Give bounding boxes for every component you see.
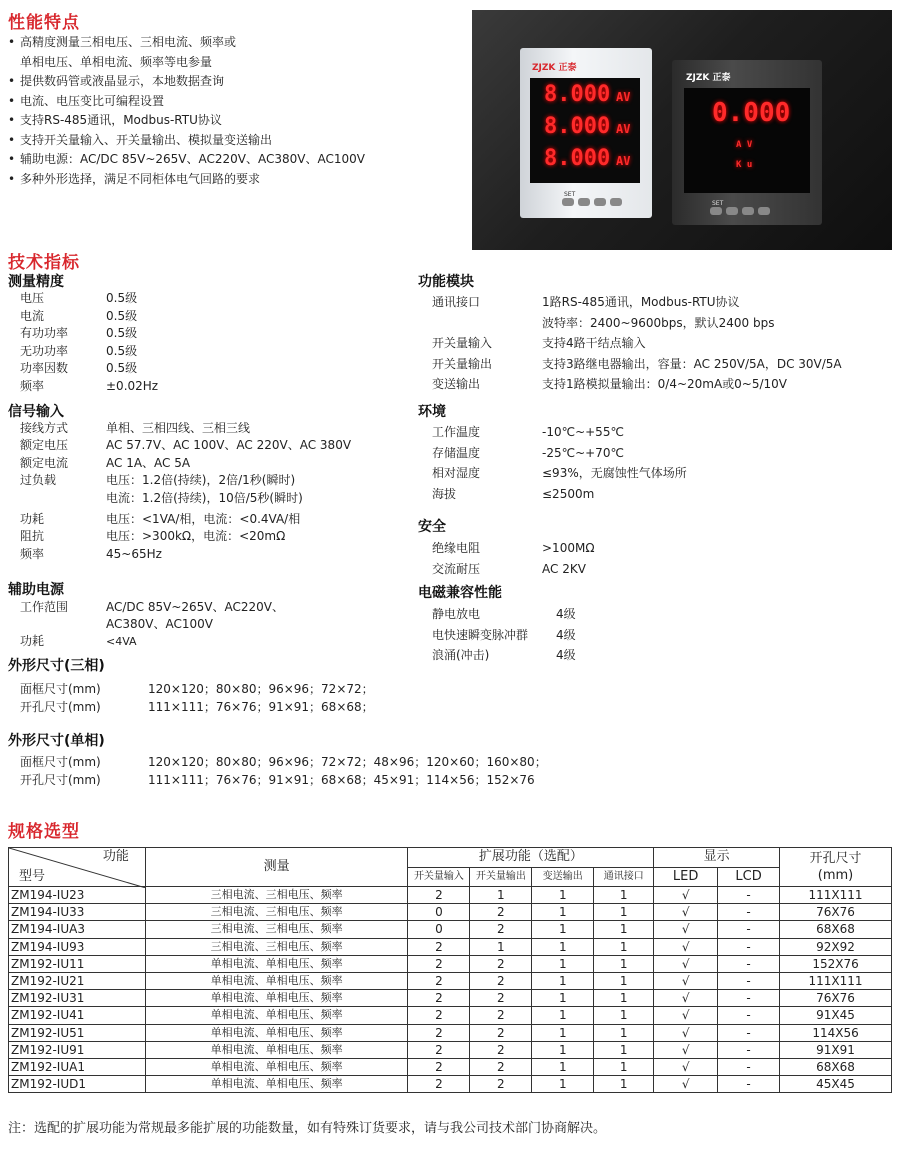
spec-row: 海拔 ≤2500m [432, 486, 595, 501]
cell-hole: 92X92 [780, 938, 892, 955]
table-row [9, 1041, 892, 1058]
cell-hole: 91X91 [780, 1041, 892, 1058]
cell-model: ZM194-IU23 [9, 887, 146, 904]
cell-lcd: - [718, 887, 780, 904]
cell-hole: 114X56 [780, 1024, 892, 1041]
cell-comm: 1 [594, 1076, 654, 1093]
cell-measure: 单相电流、单相电压、频率 [145, 1024, 408, 1041]
meter-keys [562, 198, 622, 206]
spec-row: 工作范围 AC/DC 85V~265V、AC220V、 [20, 600, 284, 614]
feature-item: • 高精度测量三相电压、三相电流、频率或 [8, 35, 237, 49]
seg-value: 0.000 [712, 98, 791, 128]
spec-row: 电压 0.5级 [20, 291, 138, 305]
spec-row: 开关量输出 支持3路继电器输出，容量：AC 250V/5A，DC 30V/5A [432, 356, 842, 371]
cell-measure: 三相电流、三相电压、频率 [145, 904, 408, 921]
cell-dout: 2 [470, 1007, 532, 1024]
cell-ao: 1 [532, 904, 594, 921]
meter-display [530, 78, 640, 183]
seg-row-2: 8.000 [544, 114, 611, 139]
spec-row: 交流耐压 AC 2KV [432, 561, 586, 576]
aux-title: 辅助电源 [8, 582, 64, 598]
cell-lcd: - [718, 921, 780, 938]
meter-white [520, 48, 652, 218]
table-row [9, 938, 892, 955]
spec-row: 开孔尺寸(mm) 111×111；76×76；91×91；68×68；45×91；114×56；152×76 [20, 773, 535, 787]
set-key-label: SET [564, 191, 576, 198]
table-row [9, 1058, 892, 1075]
spec-row: 功耗 电压：<1VA/相，电流：<0.4VA/相 [20, 512, 301, 527]
header-lcd: LCD [718, 867, 780, 887]
cell-measure: 单相电流、单相电压、频率 [145, 1076, 408, 1093]
features-title: 性能特点 [8, 13, 80, 33]
cell-dout: 2 [470, 1058, 532, 1075]
cell-ao: 1 [532, 955, 594, 972]
cell-hole: 45X45 [780, 1076, 892, 1093]
spec-row: 存储温度 -25℃~+70℃ [432, 445, 624, 460]
cell-din: 2 [408, 1024, 470, 1041]
dim3-title: 外形尺寸(三相) [8, 658, 105, 674]
cell-din: 2 [408, 955, 470, 972]
spec-row: 绝缘电阻 >100MΩ [432, 541, 595, 555]
cell-lcd: - [718, 972, 780, 989]
feature-item: • 电流、电压变比可编程设置 [8, 93, 165, 108]
cell-hole: 111X111 [780, 887, 892, 904]
cell-comm: 1 [594, 1007, 654, 1024]
spec-row: 功耗 <4VA [20, 634, 137, 648]
spec-row: 开孔尺寸(mm) 111×111；76×76；91×91；68×68； [20, 700, 374, 714]
cell-ao: 1 [532, 1058, 594, 1075]
cell-led: √ [654, 1058, 718, 1075]
selection-body [9, 887, 892, 1093]
set-key-label: SET [712, 200, 724, 207]
cell-dout: 2 [470, 972, 532, 989]
cell-comm: 1 [594, 938, 654, 955]
cell-ao: 1 [532, 1024, 594, 1041]
spec-row: 波特率：2400~9600bps，默认2400 bps [542, 315, 775, 330]
accuracy-list [20, 290, 158, 396]
cell-led: √ [654, 1076, 718, 1093]
cell-hole: 152X76 [780, 955, 892, 972]
table-row [9, 955, 892, 972]
cell-din: 2 [408, 990, 470, 1007]
cell-comm: 1 [594, 990, 654, 1007]
unit-row-3: AV [616, 154, 631, 168]
cell-comm: 1 [594, 955, 654, 972]
seg-row-1: 8.000 [544, 82, 611, 107]
spec-row: 额定电压 AC 57.7V、AC 100V、AC 220V、AC 380V [20, 438, 352, 453]
feature-item: • 支持开关量输入、开关量输出、模拟量变送输出 [8, 132, 273, 147]
seg-row-3: 8.000 [544, 146, 611, 171]
cell-measure: 单相电流、单相电压、频率 [145, 990, 408, 1007]
spec-row: 电流 0.5级 [20, 308, 138, 323]
dim1-title: 外形尺寸(单相) [8, 733, 105, 749]
cell-led: √ [654, 1007, 718, 1024]
selection-table [8, 847, 892, 1093]
dim1-list [20, 753, 547, 789]
emc-list [432, 604, 576, 666]
env-list [432, 422, 687, 504]
cell-hole: 76X76 [780, 990, 892, 1007]
product-photo [472, 10, 892, 250]
selection-title: 规格选型 [8, 822, 80, 842]
header-measure: 测量 [145, 848, 408, 887]
spec-row: 电快速瞬变脉冲群 4级 [432, 627, 576, 642]
spec-row: 静电放电 4级 [432, 607, 576, 621]
cell-din: 2 [408, 1007, 470, 1024]
cell-model: ZM192-IUA1 [9, 1058, 146, 1075]
cell-hole: 91X45 [780, 1007, 892, 1024]
cell-model: ZM192-IU91 [9, 1041, 146, 1058]
spec-row: 过负载 电压：1.2倍(持续)，2倍/1秒(瞬时) [20, 473, 296, 488]
spec-row: 面框尺寸(mm) 120×120；80×80；96×96；72×72；48×96；120×60；160×80； [20, 755, 547, 769]
header-din: 开关量输入 [408, 867, 470, 887]
cell-led: √ [654, 921, 718, 938]
header-model-func [9, 848, 146, 887]
cell-led: √ [654, 887, 718, 904]
cell-hole: 68X68 [780, 1058, 892, 1075]
cell-measure: 三相电流、三相电压、频率 [145, 921, 408, 938]
header-comm: 通讯接口 [594, 867, 654, 887]
signal-list [20, 420, 351, 563]
unit-indicator-2: K u [736, 160, 753, 170]
safety-list [432, 538, 594, 579]
header-ext: 扩展功能（选配） [408, 848, 654, 868]
unit-indicator-1: A V [736, 140, 753, 150]
feature-item: 单相电压、单相电流、频率等电参量 [20, 54, 213, 69]
cell-measure: 三相电流、三相电压、频率 [145, 938, 408, 955]
spec-row: 通讯接口 1路RS-485通讯，Modbus-RTU协议 [432, 295, 740, 309]
cell-lcd: - [718, 955, 780, 972]
func-list [432, 292, 842, 395]
accuracy-title: 测量精度 [8, 274, 64, 290]
dim3-list [20, 680, 374, 716]
meter-display [684, 88, 810, 193]
cell-din: 0 [408, 921, 470, 938]
header-ao: 变送输出 [532, 867, 594, 887]
cell-lcd: - [718, 938, 780, 955]
features-list [8, 33, 365, 189]
table-row [9, 1007, 892, 1024]
spec-row: 面框尺寸(mm) 120×120；80×80；96×96；72×72； [20, 682, 374, 696]
spec-row: 频率 45~65Hz [20, 546, 162, 561]
cell-din: 2 [408, 938, 470, 955]
header-led: LED [654, 867, 718, 887]
cell-lcd: - [718, 990, 780, 1007]
cell-led: √ [654, 1024, 718, 1041]
brand-logo: ZJZK 正泰 [686, 73, 731, 83]
meter-keys [710, 207, 770, 215]
cell-ao: 1 [532, 1041, 594, 1058]
cell-led: √ [654, 938, 718, 955]
table-row [9, 990, 892, 1007]
func-title: 功能模块 [418, 274, 474, 290]
cell-hole: 111X111 [780, 972, 892, 989]
cell-dout: 2 [470, 1024, 532, 1041]
specs-title: 技术指标 [8, 253, 80, 273]
spec-row: 接线方式 单相、三相四线、三相三线 [20, 421, 251, 435]
cell-measure: 单相电流、单相电压、频率 [145, 972, 408, 989]
spec-row: 阻抗 电压：>300kΩ，电流：<20mΩ [20, 529, 286, 544]
cell-din: 2 [408, 1076, 470, 1093]
cell-lcd: - [718, 1024, 780, 1041]
spec-row: 变送输出 支持1路模拟量输出：0/4~20mA或0~5/10V [432, 377, 788, 391]
cell-model: ZM194-IUA3 [9, 921, 146, 938]
spec-row: 无功功率 0.5级 [20, 343, 138, 358]
signal-title: 信号输入 [8, 404, 64, 420]
cell-ao: 1 [532, 990, 594, 1007]
table-row [9, 1024, 892, 1041]
cell-din: 2 [408, 972, 470, 989]
feature-item: • 辅助电源：AC/DC 85V~265V、AC220V、AC380V、AC100V [8, 152, 365, 166]
cell-comm: 1 [594, 1024, 654, 1041]
header-hole: 开孔尺寸 (mm) [780, 848, 892, 887]
cell-ao: 1 [532, 1076, 594, 1093]
cell-dout: 2 [470, 1041, 532, 1058]
spec-row: 浪涌(冲击) 4级 [432, 648, 576, 662]
feature-item: • 提供数码管或液晶显示，本地数据查询 [8, 74, 225, 88]
cell-led: √ [654, 972, 718, 989]
unit-row-2: AV [616, 122, 631, 136]
spec-row: 额定电流 AC 1A、AC 5A [20, 455, 191, 470]
cell-comm: 1 [594, 972, 654, 989]
safety-title: 安全 [418, 519, 446, 535]
cell-din: 2 [408, 1058, 470, 1075]
cell-lcd: - [718, 1041, 780, 1058]
cell-comm: 1 [594, 921, 654, 938]
cell-measure: 三相电流、三相电压、频率 [145, 887, 408, 904]
spec-row: 工作温度 -10℃~+55℃ [432, 425, 624, 439]
table-row [9, 972, 892, 989]
spec-row: 有功功率 0.5级 [20, 326, 138, 341]
cell-measure: 单相电流、单相电压、频率 [145, 1007, 408, 1024]
cell-dout: 1 [470, 887, 532, 904]
unit-row-1: AV [616, 90, 631, 104]
cell-measure: 单相电流、单相电压、频率 [145, 955, 408, 972]
footnote: 注：选配的扩展功能为常规最多能扩展的功能数量，如有特殊订货要求，请与我公司技术部门协商解决。 [8, 1121, 607, 1136]
emc-title: 电磁兼容性能 [418, 585, 502, 601]
cell-led: √ [654, 990, 718, 1007]
cell-din: 2 [408, 887, 470, 904]
brand-logo: ZJZK 正泰 [532, 63, 577, 73]
cell-din: 2 [408, 1041, 470, 1058]
cell-ao: 1 [532, 938, 594, 955]
aux-list [20, 599, 284, 650]
cell-dout: 2 [470, 904, 532, 921]
header-model: 型号 [19, 869, 46, 884]
cell-led: √ [654, 955, 718, 972]
spec-row: 电流：1.2倍(持续)，10倍/5秒(瞬时) [106, 490, 303, 505]
meter-black [672, 60, 822, 225]
cell-dout: 2 [470, 921, 532, 938]
cell-hole: 76X76 [780, 904, 892, 921]
cell-ao: 1 [532, 921, 594, 938]
cell-model: ZM194-IU93 [9, 938, 146, 955]
cell-model: ZM194-IU33 [9, 904, 146, 921]
feature-item: • 支持RS-485通讯，Modbus-RTU协议 [8, 113, 222, 127]
cell-dout: 2 [470, 990, 532, 1007]
spec-row: 开关量输入 支持4路干结点输入 [432, 336, 646, 350]
spec-row: 频率 ±0.02Hz [20, 378, 159, 393]
cell-lcd: - [718, 904, 780, 921]
cell-dout: 1 [470, 938, 532, 955]
cell-model: ZM192-IU21 [9, 972, 146, 989]
cell-ao: 1 [532, 887, 594, 904]
env-title: 环境 [418, 404, 446, 420]
cell-dout: 2 [470, 1076, 532, 1093]
table-row [9, 887, 892, 904]
cell-led: √ [654, 904, 718, 921]
cell-din: 0 [408, 904, 470, 921]
cell-lcd: - [718, 1058, 780, 1075]
cell-hole: 68X68 [780, 921, 892, 938]
cell-led: √ [654, 1041, 718, 1058]
header-display: 显示 [654, 848, 780, 868]
cell-model: ZM192-IU31 [9, 990, 146, 1007]
cell-lcd: - [718, 1007, 780, 1024]
cell-comm: 1 [594, 904, 654, 921]
cell-model: ZM192-IU51 [9, 1024, 146, 1041]
cell-model: ZM192-IU11 [9, 955, 146, 972]
header-func: 功能 [102, 849, 129, 864]
table-row [9, 1076, 892, 1093]
cell-dout: 2 [470, 955, 532, 972]
spec-row: 功率因数 0.5级 [20, 361, 138, 376]
cell-comm: 1 [594, 1058, 654, 1075]
cell-ao: 1 [532, 972, 594, 989]
header-dout: 开关量输出 [470, 867, 532, 887]
cell-model: ZM192-IUD1 [9, 1076, 146, 1093]
cell-lcd: - [718, 1076, 780, 1093]
feature-item: • 多种外形选择，满足不同柜体电气回路的要求 [8, 171, 261, 186]
table-row [9, 921, 892, 938]
spec-row: 相对湿度 ≤93%，无腐蚀性气体场所 [432, 466, 687, 480]
cell-comm: 1 [594, 1041, 654, 1058]
spec-row: AC380V、AC100V [106, 617, 213, 631]
cell-comm: 1 [594, 887, 654, 904]
cell-measure: 单相电流、单相电压、频率 [145, 1041, 408, 1058]
cell-ao: 1 [532, 1007, 594, 1024]
table-row [9, 904, 892, 921]
cell-measure: 单相电流、单相电压、频率 [145, 1058, 408, 1075]
cell-model: ZM192-IU41 [9, 1007, 146, 1024]
